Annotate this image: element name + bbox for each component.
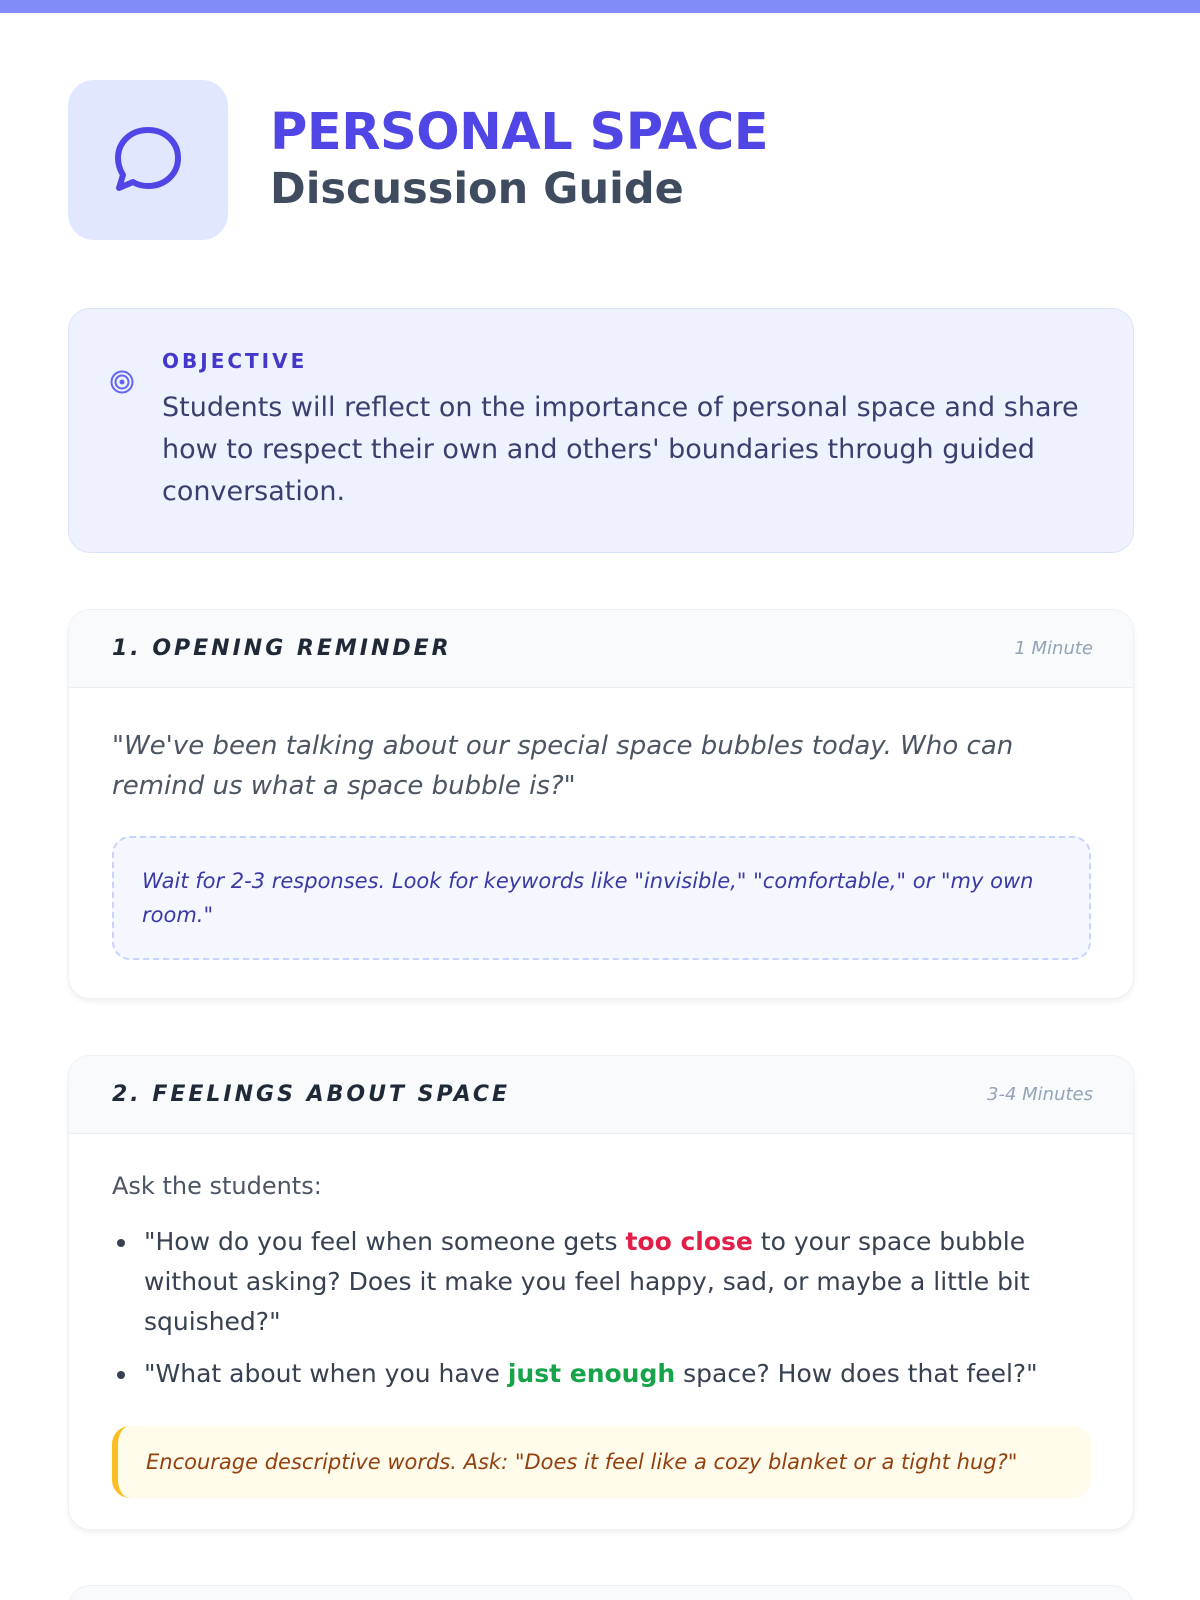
- section-duration: 3-4 Minutes: [987, 1084, 1093, 1105]
- page-subtitle: Discussion Guide: [270, 164, 684, 214]
- question-text: "How do you feel when someone gets: [144, 1227, 626, 1256]
- speech-bubble-icon: [108, 120, 188, 200]
- section-body: [69, 688, 1133, 999]
- question-list: [112, 1222, 1091, 1394]
- section-header: [69, 610, 1133, 688]
- page-title: PERSONAL SPACE: [270, 103, 769, 162]
- question-intro: Ask the students:: [112, 1172, 322, 1200]
- section-title: 2. FEELINGS ABOUT SPACE: [112, 1082, 511, 1107]
- highlight-just-enough: just enough: [507, 1359, 676, 1388]
- target-icon: [109, 369, 135, 395]
- highlight-too-close: too close: [625, 1227, 753, 1256]
- list-item: [112, 1354, 1091, 1394]
- tip-note: Encourage descriptive words. Ask: "Does it feel like a cozy blanket or a tight hug?": [112, 1426, 1091, 1498]
- section-duration: 1 Minute: [1014, 638, 1093, 659]
- objective-box: [68, 308, 1134, 553]
- objective-text: Students will reflect on the importance of personal space and share how to respect their own and others' boundaries through guided conversation.: [162, 392, 1079, 507]
- question-text: to your space bubble without asking? Does it make you feel happy, sad, or maybe a little bit squished?": [144, 1227, 1030, 1336]
- section-card-feelings-about-space: [68, 1055, 1134, 1530]
- page-header: [68, 80, 768, 240]
- top-accent-bar: [0, 0, 1200, 13]
- section-title: 1. OPENING REMINDER: [112, 636, 452, 661]
- logo-badge: [68, 80, 228, 240]
- question-text: "What about when you have: [144, 1359, 508, 1388]
- section-header: [69, 1056, 1133, 1134]
- section-body: [69, 1134, 1133, 1530]
- teacher-script-quote: "We've been talking about our special space bubbles today. Who can remind us what a space bubble is?": [112, 731, 1014, 801]
- list-item: [112, 1222, 1091, 1342]
- section-card-opening-reminder: [68, 609, 1134, 999]
- question-text: space? How does that feel?": [675, 1359, 1038, 1388]
- facilitator-note: Wait for 2-3 responses. Look for keywords like "invisible," "comfortable," or "my own room.": [112, 836, 1091, 960]
- next-section-card-edge: [68, 1585, 1134, 1600]
- objective-label: OBJECTIVE: [162, 349, 308, 373]
